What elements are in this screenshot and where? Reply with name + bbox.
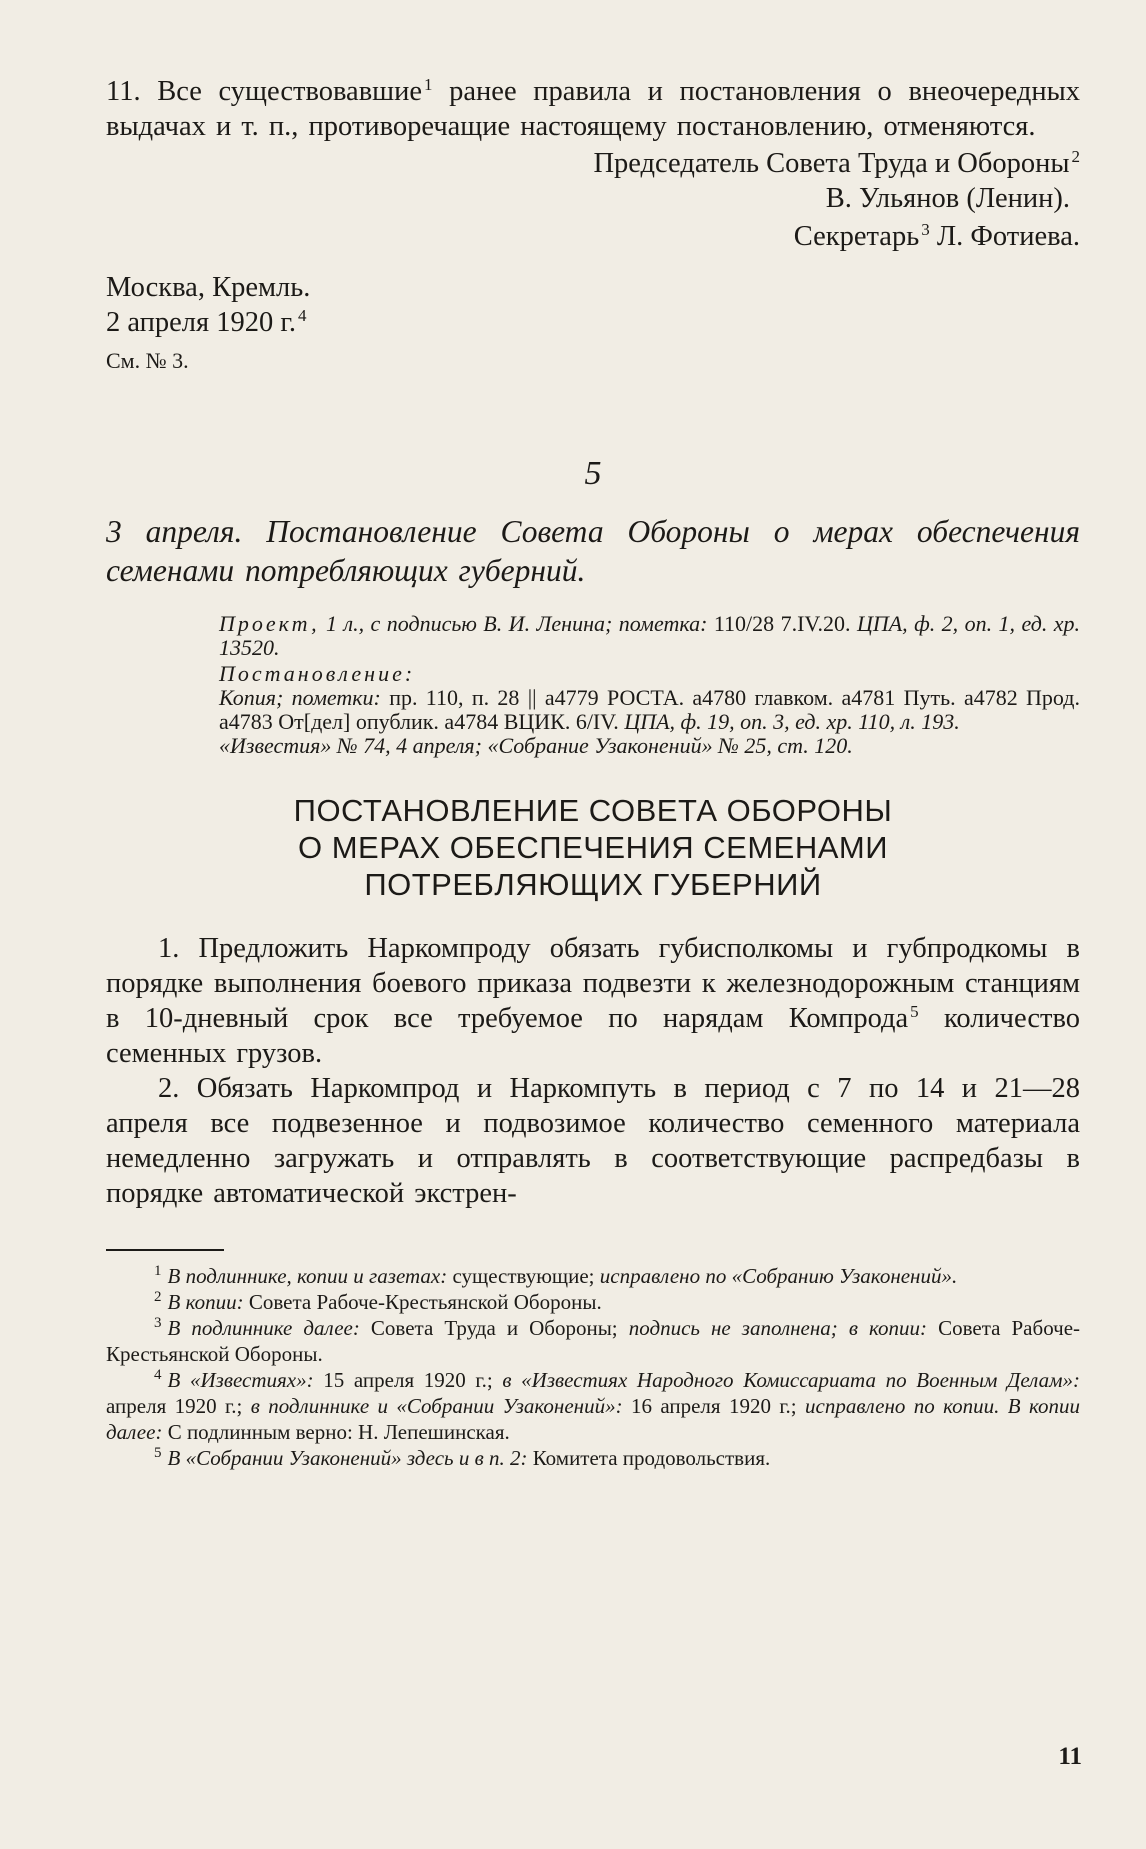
decree-title-line-1: ПОСТАНОВЛЕНИЕ СОВЕТА ОБОРОНЫ xyxy=(293,793,893,828)
place-date-block xyxy=(106,270,1080,376)
place-date-line xyxy=(106,305,1080,340)
footnote-3-part-b: Совета Труда и Обороны; xyxy=(370,1316,618,1340)
footnote-2-part-b: Совета Рабоче-Крестьянской Обороны. xyxy=(248,1290,602,1314)
footnote-5-part-b: Комитета продовольствия. xyxy=(532,1446,771,1470)
secretary-name: Л. Фотиева. xyxy=(936,221,1080,252)
footnote-marker-4: 4 xyxy=(297,305,307,325)
decree-point-1 xyxy=(106,931,1080,1071)
place-date: 2 апреля 1920 г. xyxy=(106,307,296,338)
decree-body xyxy=(106,931,1080,1211)
footnote-1-part-c: исправлено по «Собранию Узаконений». xyxy=(599,1264,958,1288)
archival-publications: «Известия» № 74, 4 апреля; «Собрание Узаконений» № 25, ст. 120. xyxy=(219,733,853,758)
footnote-marker-2: 2 xyxy=(1071,146,1080,166)
decree-point-1-end: количество семенных грузов. xyxy=(106,1003,1080,1069)
archival-copy-marks: пр. 110, п. 28 || а4779 РОСТА. а4780 главком. а4781 Путь. а4782 Прод. а4783 От[дел] опублик. а4784 ВЦИК. 6/IV. xyxy=(219,685,1080,734)
footnote-3-part-a: В подлиннике далее: xyxy=(167,1316,360,1340)
footnote-marker-3: 3 xyxy=(921,219,930,239)
decree-title-line-3: ПОТРЕБЛЯЮЩИХ ГУБЕРНИЙ xyxy=(364,867,822,902)
archival-notes xyxy=(106,612,1080,758)
secretary-line xyxy=(106,219,1080,254)
decree-point-1-text: 1. Предложить Наркомпроду обязать губисполкомы и губпродкомы в порядке выполнения боевого приказа подвезти к железнодорожным станциям в 10-дневный срок все требуемое по нарядам Компрода xyxy=(106,933,1080,1034)
document-number: 5 xyxy=(584,455,602,492)
decree-title xyxy=(106,792,1080,903)
footnote-5-part-a: В «Собрании Узаконений» здесь и в п. 2: xyxy=(167,1446,528,1470)
footnote-3-part-c: подпись не заполнена; в копии: xyxy=(628,1316,928,1340)
page-number: 11 xyxy=(1058,1743,1082,1770)
footnote-4-part-f: 16 апреля 1920 г.; xyxy=(630,1394,797,1418)
chair-title: Председатель Совета Труда и Обороны xyxy=(593,148,1070,179)
footnote-2-number: 2 xyxy=(154,1289,162,1305)
carryover-paragraph xyxy=(106,74,1080,144)
footnote-3-part-d: Совета Рабоче-Крестьянской Обороны. xyxy=(106,1316,1081,1366)
carryover-text-rest: ранее правила и постановления о внеочередных выдачах и т. п., противоречащие настоящему постановлению, отменяются. xyxy=(106,76,1080,142)
footnote-4-number: 4 xyxy=(154,1367,162,1383)
footnote-4-part-d: апреля 1920 г.; xyxy=(106,1394,243,1418)
footnote-4 xyxy=(106,1367,1080,1445)
archival-draft-label: Проект, xyxy=(219,611,320,636)
see-reference: См. № 3. xyxy=(106,348,189,373)
footnote-5-number: 5 xyxy=(154,1445,162,1461)
archival-draft-source: ЦПА, ф. 2, оп. 1, ед. хр. 13520. xyxy=(219,611,1081,660)
footnote-3 xyxy=(106,1315,1080,1367)
footnote-4-part-h: С подлинным верно: Н. Лепешинская. xyxy=(167,1420,510,1444)
signature-block xyxy=(106,146,1080,254)
carryover-text-start: 11. Все существовавшие xyxy=(106,76,422,107)
decree-title-line-2: О МЕРАХ ОБЕСПЕЧЕНИЯ СЕМЕНАМИ xyxy=(297,830,888,865)
footnote-1-number: 1 xyxy=(154,1263,162,1279)
footnote-1 xyxy=(106,1263,1080,1289)
footnote-2 xyxy=(106,1289,1080,1315)
archival-decree-label-text: Постановление: xyxy=(219,661,416,686)
footnote-5 xyxy=(106,1445,1080,1471)
archival-draft-desc: 1 л., с подписью В. И. Ленина; пометка: xyxy=(326,611,708,636)
footnote-2-part-a: В копии: xyxy=(167,1290,244,1314)
footnote-4-part-e: в подлиннике и «Собрании Узаконений»: xyxy=(250,1394,623,1418)
archival-note-draft xyxy=(219,612,1080,660)
chair-title-line xyxy=(106,146,1080,181)
secretary-title: Секретарь xyxy=(793,221,920,252)
place-location: Москва, Кремль. xyxy=(106,272,311,303)
archival-copy-source: ЦПА, ф. 19, оп. 3, ед. хр. 110, л. 193. xyxy=(624,709,960,734)
footnote-marker-1: 1 xyxy=(424,74,433,94)
archival-note-copy xyxy=(219,686,1080,734)
footnote-4-part-b: 15 апреля 1920 г.; xyxy=(323,1368,493,1392)
footnotes xyxy=(106,1263,1080,1471)
footnote-4-part-g: исправлено по копии. В копии далее: xyxy=(106,1394,1081,1444)
archival-note-decree-label xyxy=(219,662,1080,686)
footnote-4-part-a: В «Известиях»: xyxy=(167,1368,314,1392)
archival-copy-label: Копия; пометки: xyxy=(219,685,381,710)
document-heading: 3 апреля. Постановление Совета Обороны о мерах обеспечения семенами потребляющих губерний. xyxy=(106,514,1080,588)
footnote-1-part-b: существующие; xyxy=(452,1264,595,1288)
footnote-divider xyxy=(106,1249,224,1251)
footnote-marker-5: 5 xyxy=(910,1001,919,1021)
page-content xyxy=(106,74,1080,1471)
footnote-3-number: 3 xyxy=(154,1315,162,1331)
footnote-4-part-c: в «Известиях Народного Комиссариата по Военным Делам»: xyxy=(502,1368,1080,1392)
footnote-1-part-a: В подлиннике, копии и газетах: xyxy=(167,1264,448,1288)
chair-name: В. Ульянов (Ленин). xyxy=(825,183,1070,214)
archival-draft-mark: 110/28 7.IV.20. xyxy=(713,611,851,636)
archival-note-publications xyxy=(219,734,1080,758)
decree-point-2: 2. Обязать Наркомпрод и Наркомпуть в период с 7 по 14 и 21—28 апреля все подвезенное и подвозимое количество семенного материала немедленно загружать и отправлять в соответствующие распредбазы в порядке автоматической экстрен- xyxy=(106,1073,1080,1209)
